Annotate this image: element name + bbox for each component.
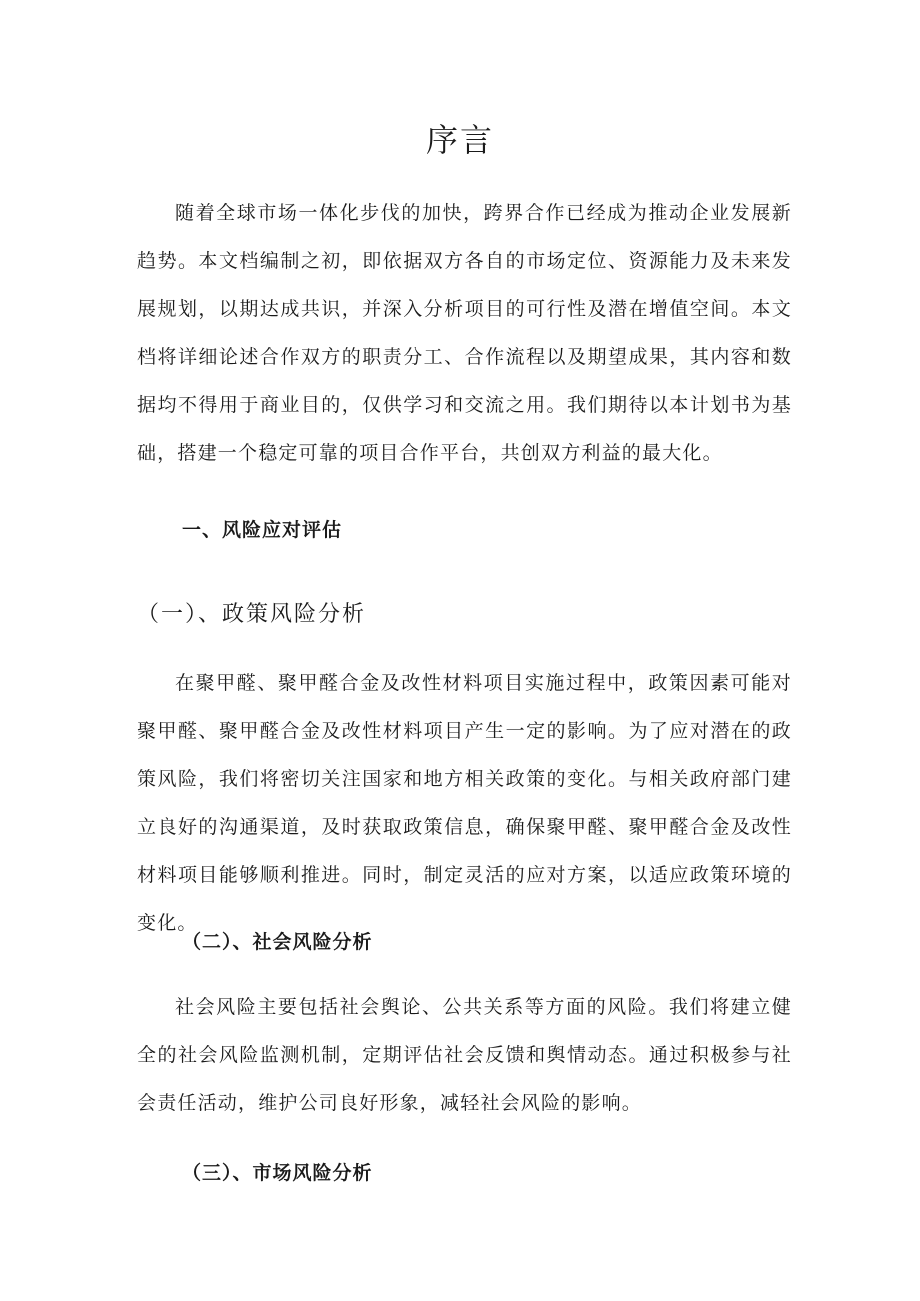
page-title: 序言 xyxy=(425,121,494,159)
section-heading-risk-assessment: 一、风险应对评估 xyxy=(182,519,343,541)
social-risk-paragraph: 社会风险主要包括社会舆论、公共关系等方面的风险。我们将建立健全的社会风险监测机制，定期评估社会反馈和舆情动态。通过积极参与社会责任活动，维护公司良好形象，减轻社会风险的影响。 xyxy=(137,996,792,1114)
subsection-heading-social-risk: （二）、社会风险分析 xyxy=(182,931,373,953)
subsection-heading-policy-risk: （一）、政策风险分析 xyxy=(137,602,367,627)
preface-paragraph: 随着全球市场一体化步伐的加快，跨界合作已经成为推动企业发展新趋势。本文档编制之初，即依据双方各自的市场定位、资源能力及未来发展规划，以期达成共识，并深入分析项目的可行性及潜在增值空间。本文档将详细论述合作双方的职责分工、合作流程以及期望成果，其内容和数据均不得用于商业目的，仅供学习和交流之用。我们期待以本计划书为基础，搭建一个稳定可靠的项目合作平台，共创双方利益的最大化。 xyxy=(137,202,792,464)
policy-risk-paragraph: 在聚甲醛、聚甲醛合金及改性材料项目实施过程中，政策因素可能对聚甲醛、聚甲醛合金及改性材料项目产生一定的影响。为了应对潜在的政策风险，我们将密切关注国家和地方相关政策的变化。与相关政府部门建立良好的沟通渠道，及时获取政策信息，确保聚甲醛、聚甲醛合金及改性材料项目能够顺利推进。同时，制定灵活的应对方案，以适应政策环境的变化。 xyxy=(137,672,792,934)
subsection-heading-market-risk: （三）、市场风险分析 xyxy=(182,1162,373,1184)
